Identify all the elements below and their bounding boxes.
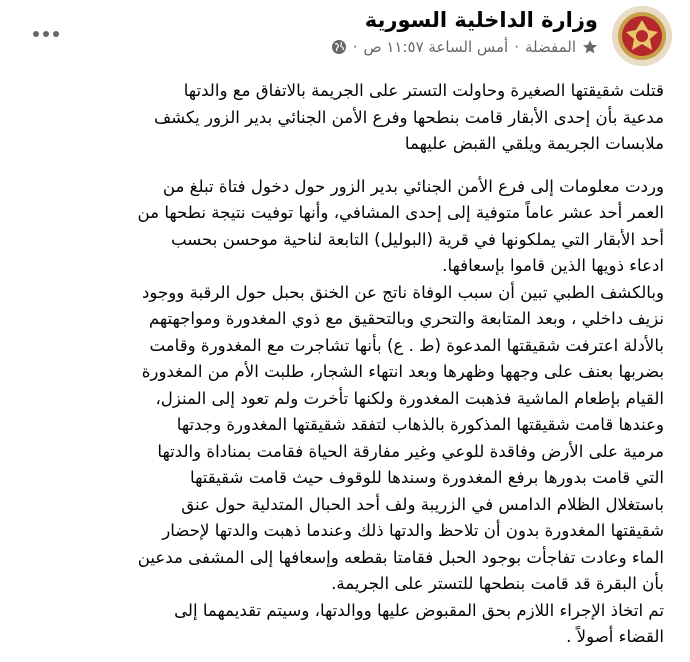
ministry-emblem-icon <box>612 6 672 66</box>
meta-separator: · <box>514 38 519 56</box>
globe-icon <box>331 39 347 55</box>
post-timestamp[interactable]: أمس الساعة ١١:٥٧ ص <box>363 38 509 56</box>
dot-icon <box>43 31 49 37</box>
post-paragraph-details: وردت معلومات إلى فرع الأمن الجنائي بدير الزور حول دخول فتاة تبلغ من العمر أحد عشر عاماً متوفية إلى إحدى المشافي، وأنها توفيت نتيجة نطحها من أحد الأبقار التي يملكونها في قرية (البوليل) التابعة لناحية موحسن بحسب ادعاء ذويها الذين قاموا بإسعافها. وبالكشف الطبي تبين أن سبب الوفاة ناتج عن الخنق بحبل حول الرقبة ووجود نزيف داخلي ، وبعد المتابعة والتحري وبالتحقيق مع ذوي المغدورة ومواجهتهم بالأدلة اعترفت شقيقتها المدعوة (ط . ع) بأنها تشاجرت مع المغدورة وقامت بضربها بعنف على وجهها وظهرها وبعد انتهاء الشجار، طلبت الأم من المغدورة القيام بإطعام الماشية فذهبت المغدورة ولكنها تأخرت ولم تعود إلى المنزل، وعندها قامت شقيقتها المذكورة بالذهاب لتفقد شقيقتها المغدورة وجدتها مرمية على الأرض وفاقدة للوعي وغير مفارقة الحياة فقامت بمناداة والدتها التي قامت بدورها برفع المغدورة وسندها للوقوف حيث قامت شقيقتها باستغلال الظلام الدامس في الزريبة ولف أحد الحبال المتدلية حول عنق شقيقتها المغدورة بدون أن تلاحظ والدتها ذلك وعندما ذهبت والدتها لإحضار الماء وعادت تفاجأت بوجود الحبل فقامتا بقطعه وإسعافها إلى المشفى مدعين بأن البقرة قد قامت بنطحها للتستر على الجريمة. تم اتخاذ الإجراء اللازم بحق المقبوض عليها ووالدتها، وسيتم تقديمهما إلى القضاء أصولاً . <box>137 176 664 646</box>
favorites-label[interactable]: المفضلة <box>524 38 576 56</box>
meta-separator-2: · <box>352 38 358 56</box>
dot-icon <box>53 31 59 37</box>
more-options-button[interactable] <box>30 22 62 46</box>
post-paragraph-headline: قتلت شقيقتها الصغيرة وحاولت التستر على الجريمة بالاتفاق مع والدتها مدعية بأن إحدى الأبقار قامت بنطحها وفرع الأمن الجنائي بدير الزور يكشف ملابسات الجريمة ويلقي القبض عليهما <box>153 81 664 153</box>
page-avatar[interactable] <box>612 6 672 66</box>
post-header <box>0 0 690 70</box>
dot-icon <box>33 31 39 37</box>
post-meta <box>331 38 598 56</box>
page-name[interactable]: وزارة الداخلية السورية <box>364 8 598 32</box>
post-body <box>40 78 664 651</box>
star-icon <box>582 39 598 55</box>
